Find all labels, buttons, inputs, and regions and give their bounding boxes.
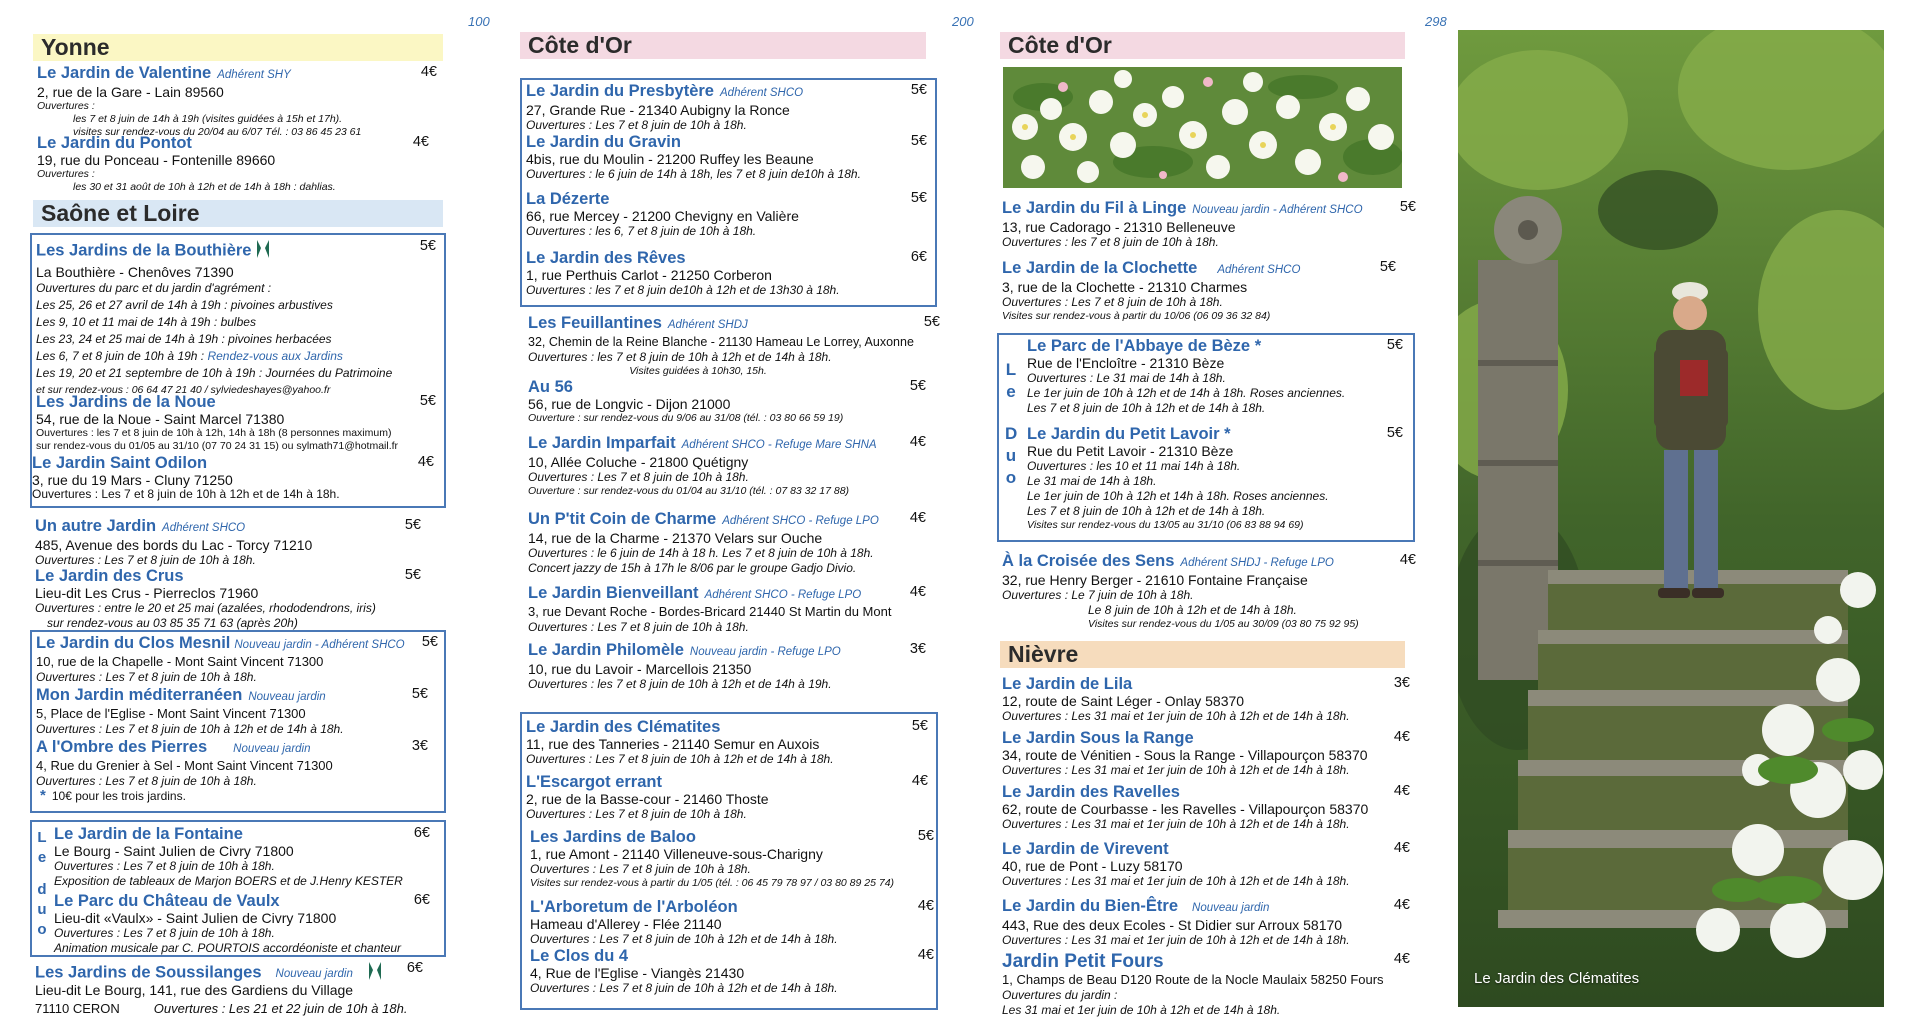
garden-address: 10, rue de la Chapelle - Mont Saint Vincent 71300 [36,654,324,669]
garden-address: 32, Chemin de la Reine Blanche - 21130 Hameau Le Lorrey, Auxonne [528,335,914,349]
asterisk: * [1254,337,1262,355]
garden-entry [37,64,443,139]
garden-group-box [30,233,446,508]
garden-entry [526,190,933,239]
garden-entry [36,238,442,398]
garden-address: 1, rue Amont - 21140 Villeneuve-sous-Charigny [530,846,823,862]
garden-group-box [520,78,937,307]
garden-price: 5€ [910,190,927,206]
garden-name: Le Jardin du Presbytère [526,82,714,100]
opening-line: Ouvertures : les 6, 7 et 8 juin de 10h à 18h. [526,224,757,238]
opening-line: Ouverture : sur rendez-vous du 9/06 au 31/08 (tél. : 03 80 66 59 19) [528,412,844,424]
postcode-line: 71110 CERON [35,1001,120,1016]
garden-address: Hameau d'Allerey - Flée 21140 [530,916,722,932]
region-header-nievre: Nièvre [1000,641,1405,668]
opening-line: Ouvertures : entre le 20 et 25 mai (azalées, rhododendrons, iris) [35,601,376,615]
garden-price: 5€ [404,567,421,583]
opening-line: Visites sur rendez-vous à partir du 1/05 (tél. : 06 45 79 78 97 / 03 80 89 25 74) [530,877,895,889]
opening-line: Ouvertures : Les 7 et 8 juin de 10h à 18h. [526,118,747,132]
garden-tag: Nouveau jardin - Adhérent SHCO [1192,204,1363,216]
garden-entry [32,454,442,501]
garden-name: Le Jardin Imparfait [528,434,676,452]
duo-vertical-label [36,828,48,940]
duo-box [997,333,1415,542]
garden-price: 5€ [917,828,934,844]
garden-price: 4€ [1393,840,1410,856]
garden-tag: Adhérent SHY [217,69,291,81]
garden-entry [36,686,442,737]
garden-price: 4€ [417,454,434,470]
opening-line: Ouvertures : Les 7 et 8 juin de 10h à 12h et de 14h à 18h. [530,981,838,995]
garden-name: Au 56 [528,378,573,396]
garden-name: Un P'tit Coin de Charme [528,510,717,528]
garden-name: Le Jardin du Fil à Linge [1002,199,1187,217]
garden-price: 4€ [1393,729,1410,745]
garden-price: 5€ [411,686,428,702]
garden-name: Le Jardin des Ravelles [1002,783,1180,801]
garden-tag: Nouveau jardin [275,968,353,981]
garden-address: 10, rue du Lavoir - Marcellois 21350 [528,661,752,677]
garden-price: 4€ [911,773,928,789]
opening-line: Ouvertures : les 7 et 8 juin de 10h à 12h, 14h à 18h (8 personnes maximum) [36,427,392,439]
opening-line: Visites sur rendez-vous du 1/05 au 30/09 (03 80 75 92 95) [1088,618,1359,630]
rendez-vous-link-text: Rendez-vous aux Jardins [207,349,343,363]
duo-box [30,820,446,957]
garden-entry [35,517,443,568]
garden-entry [528,510,936,576]
opening-line: Les 7 et 8 juin de 10h à 12h et de 14h à 18h. [1027,504,1266,518]
garden-price: 6€ [413,892,430,908]
combined-price-note: 10€ pour les trois jardins. [51,789,186,803]
garden-address: 443, Rue des deux Ecoles - St Didier sur Arroux 58170 [1002,917,1343,933]
garden-name: Le Parc du Château de Vaulx [54,892,280,910]
garden-address: 3, rue du 19 Mars - Cluny 71250 [32,472,233,488]
region-header-saone-et-loire: Saône et Loire [33,200,443,227]
duo-letter: D [1005,424,1018,443]
garden-address: 56, rue de Longvic - Dijon 21000 [528,396,731,412]
garden-name: Le Jardin du Bien-Être [1002,897,1179,915]
garden-address: 3, rue de la Clochette - 21310 Charmes [1002,279,1248,295]
garden-address: 3, rue Devant Roche - Bordes-Bricard 21440 St Martin du Mont [528,604,892,619]
garden-address: 4, Rue du Grenier à Sel - Mont Saint Vincent 71300 [36,758,333,773]
garden-name: Le Jardin de Virevent [1002,840,1169,858]
music-line: Animation musicale par C. POURTOIS accordéoniste et chanteur [54,941,402,955]
page-number: 200 [952,14,974,29]
garden-name: Jardin Petit Fours [1002,951,1164,972]
opening-line: Les 19, 20 et 21 septembre de 10h à 19h : Journées du Patrimoine [36,366,393,380]
garden-tag: Nouveau jardin - Adhérent SHCO [234,639,405,651]
garden-entry [526,249,933,298]
opening-line: Ouvertures : Les 31 mai et 1er juin de 10h à 12h et de 14h à 18h. [1002,763,1350,777]
garden-name: Le Jardin de Valentine [37,64,212,82]
garden-name: L'Arboretum de l'Arboléon [530,898,738,916]
garden-address: 2, rue de la Basse-cour - 21460 Thoste [526,791,769,807]
garden-name: Le Jardin du Clos Mesnil [36,634,231,652]
opening-label: Ouvertures : [37,168,95,180]
garden-entry [526,718,934,767]
garden-entry [528,641,936,692]
garden-price: 3€ [1393,675,1410,691]
region-header-yonne: Yonne [33,34,443,61]
garden-address: Lieu-dit Les Crus - Pierreclos 71960 [35,585,259,601]
garden-entry [530,898,934,947]
garden-name: Le Parc de l'Abbaye de Bèze [1027,337,1251,355]
garden-name: Le Jardin Bienveillant [528,584,699,602]
jardin-remarquable-logo [255,238,271,264]
opening-line: Les 6, 7 et 8 juin de 10h à 19h : [36,349,208,363]
duo-letter: o [1005,468,1017,487]
garden-address: Le Bourg - Saint Julien de Civry 71800 [54,843,294,859]
garden-price: 3€ [909,641,926,657]
garden-entry [528,434,936,498]
garden-name: Un autre Jardin [35,517,157,535]
garden-name: L'Escargot errant [526,773,662,791]
garden-price: 4€ [1393,783,1410,799]
garden-price: 4€ [917,898,934,914]
opening-line: Le 1er juin de 10h à 12h et de 14h à 18h. Roses anciennes. [1027,386,1346,400]
garden-entry [36,738,442,803]
opening-line: Ouvertures : Les 7 et 8 juin de 10h à 18h. [36,670,257,684]
garden-name: Le Jardin de la Clochette [1002,259,1198,277]
garden-price: 5€ [404,517,421,533]
garden-price: 4€ [1393,897,1410,913]
garden-address: 1, rue Perthuis Carlot - 21250 Corberon [526,267,772,283]
garden-name: La Dézerte [526,190,610,208]
apple-blossom-photo [1003,67,1402,188]
opening-line: Les 9, 10 et 11 mai de 14h à 19h : bulbes [36,315,256,329]
garden-name: A l'Ombre des Pierres [36,738,208,756]
opening-line: Ouvertures : le 6 juin de 14h à 18 h. Les 7 et 8 juin de 10h à 18h. [528,546,874,560]
garden-entry [526,773,934,822]
garden-price: 5€ [911,718,928,734]
garden-price: 4€ [1399,552,1416,568]
garden-price: 4€ [412,134,429,150]
garden-entry [36,393,442,453]
garden-tag: Adhérent SHCO [720,87,804,99]
duo-letter: e [1006,382,1016,401]
region-header-cote-dor: Côte d'Or [1000,32,1405,59]
opening-line: Ouvertures : les 10 et 11 mai 14h à 18h. [1027,459,1241,473]
garden-address: 19, rue du Ponceau - Fontenille 89660 [37,152,276,168]
duo-letter: u [37,901,47,918]
garden-price: 4€ [917,947,934,963]
opening-line: sur rendez-vous au 03 85 35 71 63 (après 20h) [47,616,298,630]
garden-entry [1002,783,1416,832]
garden-entry [528,584,936,635]
opening-line: Ouvertures : Les 31 mai et 1er juin de 10h à 12h et de 14h à 18h. [1002,709,1350,723]
garden-tag: Adhérent SHCO [162,522,246,534]
garden-price: 4€ [909,510,926,526]
garden-address: 4, Rue de l'Eglise - Viangès 21430 [530,965,745,981]
garden-price: 5€ [910,133,927,149]
opening-line: Ouvertures : les 7 et 8 juin de 10h à 12h et de 14h à 18h. [528,350,832,364]
garden-price: 4€ [1393,951,1410,967]
garden-price: 5€ [1399,199,1416,215]
garden-address: 32, rue Henry Berger - 21610 Fontaine Française [1002,572,1308,588]
garden-name: Le Jardin des Rêves [526,249,686,267]
opening-line: Ouvertures : Les 7 et 8 juin de 10h à 12h et de 14h à 18h. [32,487,340,501]
garden-entry [1027,425,1411,532]
page-number: 100 [468,14,490,29]
garden-entry [1002,552,1416,631]
page-number: 298 [1425,14,1447,29]
garden-entry [37,134,443,194]
garden-entry [1002,840,1416,889]
duo-vertical-label [1005,359,1017,489]
opening-line: Ouvertures : Le 7 juin de 10h à 18h. [1002,588,1194,602]
garden-entry [54,892,442,956]
garden-price: 5€ [923,314,940,330]
garden-entry [1002,199,1416,250]
opening-line: sur rendez-vous du 01/05 au 31/10 (07 70 24 31 15) ou sylmath71@hotmail.fr [36,440,399,452]
garden-tag: Adhérent SHCO [1217,264,1301,276]
garden-address: 40, rue de Pont - Luzy 58170 [1002,858,1183,874]
garden-name: Les Jardins de la Bouthière [36,241,252,260]
garden-tag: Nouveau jardin [1192,902,1270,914]
garden-name: Mon Jardin méditerranéen [36,686,243,704]
garden-price: 5€ [419,393,436,409]
opening-line: Les 7 et 8 juin de 10h à 12h et de 14h à 18h. [1027,401,1266,415]
garden-address: 14, rue de la Charme - 21370 Velars sur Ouche [528,530,823,546]
garden-tag: Adhérent SHCO - Refuge Mare SHNA [681,439,877,451]
opening-line: les 30 et 31 août de 10h à 12h et de 14h à 18h : dahlias. [73,181,336,193]
opening-label: Ouvertures : [37,100,95,112]
garden-price: 5€ [910,82,927,98]
opening-line: Ouvertures : Le 31 mai de 14h à 18h. [1027,371,1226,385]
garden-name: Les Jardins de Soussilanges [35,963,262,982]
duo-letter: o [37,921,47,938]
garden-price: 6€ [413,825,430,841]
garden-name: Le Jardin du Gravin [526,133,681,151]
opening-line: Ouvertures : Les 7 et 8 juin de 10h à 18h. [54,859,275,873]
opening-line: Les 31 mai et 1er juin de 10h à 12h et de 14h à 18h. [1002,1003,1281,1017]
garden-group-box [520,712,938,1010]
garden-entry [1002,729,1416,778]
opening-line: Ouvertures du jardin : [1002,988,1118,1002]
garden-address: 1, Champs de Beau D120 Route de la Nocle Maulaix 58250 Fours [1002,972,1384,987]
garden-entry [528,314,940,378]
garden-address: Rue de l'Encloître - 21310 Bèze [1027,355,1225,371]
opening-line: Ouvertures : Les 31 mai et 1er juin de 10h à 12h et de 14h à 18h. [1002,874,1350,888]
garden-entry [36,634,442,685]
opening-line: Ouvertures : Les 7 et 8 juin de 10h à 18h. [530,862,751,876]
asterisk: * [40,787,46,804]
garden-entry [530,828,934,890]
opening-line: Ouvertures : Les 7 et 8 juin de 10h à 18h. [528,620,749,634]
garden-price: 5€ [421,634,438,650]
garden-address: 4bis, rue du Moulin - 21200 Ruffey les Beaune [526,151,814,167]
garden-address: 62, route de Courbasse - les Ravelles - Villapourçon 58370 [1002,801,1369,817]
garden-address: 27, Grande Rue - 21340 Aubigny la Ronce [526,102,790,118]
garden-name: Les Feuillantines [528,314,662,332]
garden-entry [1002,675,1416,724]
garden-address: 485, Avenue des bords du Lac - Torcy 71210 [35,537,313,553]
opening-line: Ouvertures : le 6 juin de 14h à 18h, les 7 et 8 juin de10h à 18h. [526,167,861,181]
garden-price: 5€ [1386,425,1403,441]
garden-address: 34, route de Vénitien - Sous la Range - Villapourçon 58370 [1002,747,1368,763]
garden-tag: Adhérent SHDJ [667,319,748,331]
garden-name: Les Jardins de Baloo [530,828,696,846]
concert-line: Concert jazzy de 15h à 17h le 8/06 par le groupe Gadjo Divio. [528,561,857,575]
garden-entry [530,947,934,996]
opening-line: Ouvertures : les 7 et 8 juin de 10h à 12h et de 14h à 19h. [528,677,832,691]
garden-address: 54, rue de la Noue - Saint Marcel 71380 [36,411,285,427]
garden-tag: Adhérent SHCO - Refuge LPO [704,589,862,601]
garden-price: 5€ [419,238,436,254]
asterisk: * [1224,425,1231,443]
garden-address: 5, Place de l'Eglise - Mont Saint Vincent 71300 [36,706,306,721]
garden-name: À la Croisée des Sens [1002,552,1175,570]
garden-address: Lieu-dit Le Bourg, 141, rue des Gardiens du Village [35,982,354,998]
garden-entry [1027,337,1411,416]
garden-name: Le Jardin Philomèle [528,641,684,659]
garden-entry [1002,897,1416,948]
garden-name: Le Jardin du Petit Lavoir [1027,425,1220,443]
opening-line: Ouvertures : Les 7 et 8 juin de 10h à 18h. [36,774,257,788]
opening-line: Le 1er juin de 10h à 12h et 14h à 18h. Roses anciennes. [1027,489,1329,503]
opening-line: Ouvertures : Les 7 et 8 juin de 10h à 18h. [528,470,749,484]
garden-tag: Nouveau jardin - Refuge LPO [689,646,841,658]
garden-entry [526,82,933,133]
opening-line: Visites sur rendez-vous du 13/05 au 31/10 (06 83 88 94 69) [1027,519,1304,531]
duo-letter: d [37,881,47,898]
garden-name: Le Jardin de Lila [1002,675,1133,693]
opening-line: Ouvertures : Les 7 et 8 juin de 10h à 18h. [54,926,275,940]
garden-address: 10, Allée Coluche - 21800 Quétigny [528,454,749,470]
garden-address: 66, rue Mercey - 21200 Chevigny en Valière [526,208,799,224]
garden-price: 5€ [1379,259,1396,275]
duo-letter: e [37,849,47,866]
garden-address: 12, route de Saint Léger - Onlay 58370 [1002,693,1245,709]
opening-line: visites sur rendez-vous du 20/04 au 6/07 Tél. : 03 86 45 23 61 [73,126,362,138]
opening-line: Ouvertures : Les 31 mai et 1er juin de 10h à 12h et de 14h à 18h. [1002,817,1350,831]
jardin-remarquable-logo [367,960,383,986]
garden-price: 3€ [411,738,428,754]
garden-address: 11, rue des Tanneries - 21140 Semur en Auxois [526,736,820,752]
opening-line: Ouvertures : Les 7 et 8 juin de 10h à 18h. [1002,295,1223,309]
garden-price: 6€ [406,960,423,976]
garden-tag: Nouveau jardin [233,743,311,755]
garden-name: Le Jardin Sous la Range [1002,729,1194,747]
garden-entry [1002,951,1416,1018]
opening-line: Ouvertures : Les 7 et 8 juin de 10h à 12h et de 14h à 18h. [526,752,834,766]
garden-price: 6€ [910,249,927,265]
garden-photo [1458,30,1884,1007]
garden-tag: Nouveau jardin [248,691,326,703]
opening-line: Ouvertures : Les 7 et 8 juin de 10h à 18h. [35,553,256,567]
garden-name: Le Jardin de la Fontaine [54,825,243,843]
opening-line: Ouvertures : Les 7 et 8 juin de 10h à 12h et de 14h à 18h. [530,932,838,946]
garden-address: La Bouthière - Chenôves 71390 [36,264,234,280]
duo-letter: u [1005,446,1017,465]
opening-line: les 7 et 8 juin de 14h à 19h (visites guidées à 15h et 17h). [73,113,343,125]
garden-name: Le Jardin des Crus [35,567,184,585]
garden-name: Le Jardin Saint Odilon [32,454,208,472]
opening-line: Le 31 mai de 14h à 18h. [1027,474,1157,488]
garden-entry [54,825,442,889]
opening-line: Les 25, 26 et 27 avril de 14h à 19h : pivoines arbustives [36,298,333,312]
duo-letter: L [1005,360,1017,379]
duo-letter: L [37,829,47,846]
opening-line: Les 23, 24 et 25 mai de 14h à 19h : pivoines herbacées [36,332,332,346]
opening-line: Le 8 juin de 10h à 12h et de 14h à 18h. [1088,603,1297,617]
garden-price: 4€ [909,584,926,600]
garden-name: Le Jardin du Pontot [37,134,192,152]
garden-price: 5€ [1386,337,1403,353]
photo-caption: Le Jardin des Clématites [1474,970,1640,987]
garden-entry [1002,259,1416,323]
opening-line: Ouvertures : les 7 et 8 juin de 10h à 18h. [1002,235,1219,249]
opening-line: Ouvertures : Les 21 et 22 juin de 10h à 18h. [153,1001,408,1016]
garden-address: Lieu-dit «Vaulx» - Saint Julien de Civry 71800 [54,910,337,926]
contact-line: et sur rendez-vous : 06 64 47 21 40 / sylviedeshayes@yahoo.fr [36,384,331,396]
garden-entry [526,133,933,182]
garden-name: Le Clos du 4 [530,947,629,965]
garden-tag: Adhérent SHCO - Refuge LPO [722,515,879,527]
opening-line: Ouvertures : Les 31 mai et 1er juin de 10h à 12h et de 14h à 18h. [1002,933,1350,947]
opening-line: Ouvertures du parc et du jardin d'agrément : [36,281,272,295]
opening-line: Ouvertures : Les 7 et 8 juin de 10h à 18h. [526,807,747,821]
garden-price: 4€ [909,434,926,450]
opening-line: Ouvertures : Les 7 et 8 juin de 10h à 12h et de 14h à 18h. [36,722,344,736]
garden-price: 4€ [420,64,437,80]
garden-entry [528,378,936,425]
region-header-cote-dor: Côte d'Or [520,32,926,59]
garden-name: Le Jardin des Clématites [526,718,721,736]
exhibition-line: Exposition de tableaux de Marjon BOERS et de J.Henry KESTER [54,874,403,888]
garden-address: 13, rue Cadorago - 21310 Belleneuve [1002,219,1236,235]
garden-price: 5€ [909,378,926,394]
garden-address: 2, rue de la Gare - Lain 89560 [37,84,224,100]
guided-visits-line: Visites guidées à 10h30, 15h. [629,365,767,377]
garden-name: Les Jardins de la Noue [36,393,216,411]
garden-entry [35,567,443,631]
garden-group-box [30,630,446,813]
garden-tag: Adhérent SHDJ - Refuge LPO [1180,557,1334,569]
garden-entry [35,960,443,1015]
opening-line: Ouvertures : les 7 et 8 juin de10h à 12h et de 13h30 à 18h. [526,283,840,297]
garden-address: Rue du Petit Lavoir - 21310 Bèze [1027,443,1234,459]
opening-line: Visites sur rendez-vous à partir du 10/06 (06 09 36 32 84) [1002,310,1271,322]
opening-line: Ouverture : sur rendez-vous du 01/04 au 31/10 (tél. : 07 83 32 17 88) [528,485,850,497]
